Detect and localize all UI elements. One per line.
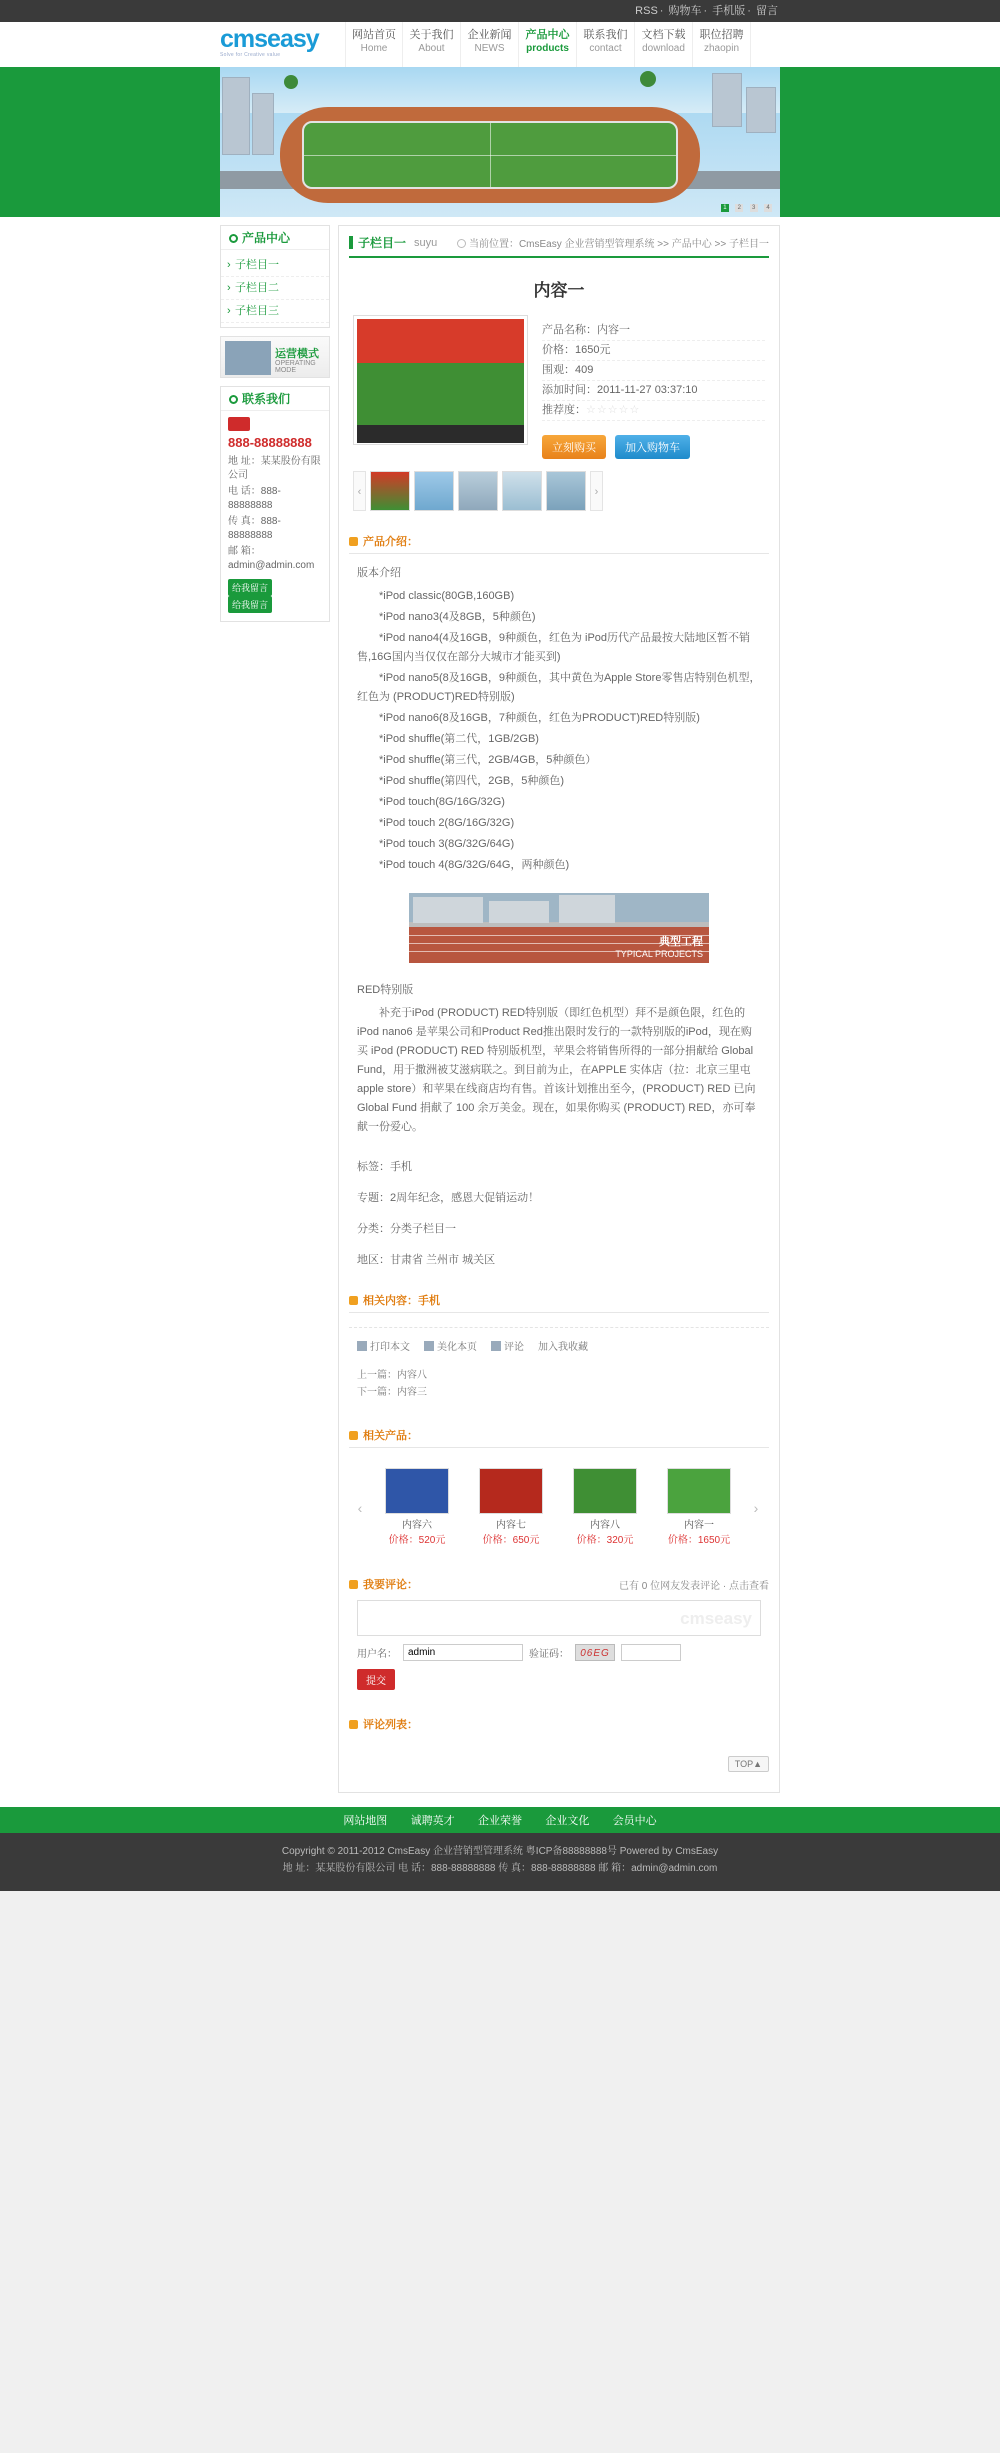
beautify-tool[interactable] [424,1338,477,1353]
leave-message-button-1[interactable]: 给我留言 [228,579,272,596]
nav-label-en: NEWS [474,43,505,54]
main-nav [345,22,751,67]
footer-link-member[interactable]: 会员中心 [612,1815,657,1827]
related-product-price: 价格：320元 [576,1535,634,1546]
footer-link-jobs[interactable]: 诚聘英才 [410,1815,455,1827]
related-product-name: 内容七 [496,1520,526,1531]
sidebar-item-sub2[interactable]: › 子栏目二 [221,277,329,300]
image-caption [615,933,703,959]
folder-icon [349,537,358,546]
prev-next-nav [349,1363,769,1405]
thumbnail-item[interactable] [546,471,586,511]
related-product-image [667,1468,731,1514]
site-footer [0,1833,1000,1891]
captcha-label: 验证码： [529,1649,569,1660]
sidebar-category-box [220,225,330,328]
sidebar-contact-body [221,411,329,621]
content-title-en: suyu [414,236,438,249]
product-summary [349,315,769,459]
intro-line: *iPod touch 4(8G/32G/64G，两种颜色) [379,859,570,871]
nav-label-cn: 联系我们 [583,29,628,41]
comment-icon [491,1341,501,1351]
banner-dot[interactable]: 4 [764,204,772,212]
home-icon [457,239,466,248]
banner-dot[interactable]: 1 [721,204,729,212]
related-products-title: 相关产品： [363,1430,418,1442]
related-products-header [349,1427,769,1448]
folder-icon [349,1720,358,1729]
nav-item-news[interactable] [461,22,519,67]
banner-tree [284,75,298,89]
related-product-item[interactable] [467,1468,555,1548]
relprod-prev-arrow[interactable]: ‹ [357,1500,363,1516]
brush-icon [424,1341,434,1351]
banner-dot[interactable]: 2 [735,204,743,212]
footer-link-honors[interactable]: 企业荣誉 [478,1815,522,1827]
nav-label-cn: 文档下载 [641,29,686,41]
product-main-image[interactable] [353,315,528,445]
topbar-link-cart[interactable]: 购物车 [668,5,702,17]
intro-line: *iPod touch(8G/16G/32G) [379,796,505,808]
captcha-image[interactable]: 06EG [575,1644,615,1661]
add-to-cart-button[interactable]: 加入购物车 [615,435,690,459]
related-product-item[interactable] [561,1468,649,1548]
area-line: 地区：甘肃省 兰州市 城关区 [357,1254,496,1266]
intro-line: *iPod nano5(8及16GB，9种颜色，其中黄色为Apple Store零售店特别色机型，红色为 (PRODUCT)RED特别版) [357,672,761,703]
thumbnail-item[interactable] [414,471,454,511]
contact-address: 地 址：某某股份有限公司 [228,456,321,481]
comment-textarea[interactable] [357,1600,761,1636]
banner-band [0,67,1000,217]
intro-heading: 版本介绍 [357,567,401,579]
nav-item-about[interactable] [403,22,461,67]
rating-label: 推荐度： [542,404,586,416]
topbar-link-mobile[interactable]: 手机版 [712,5,746,17]
accent-bar [349,236,353,249]
buy-now-button[interactable]: 立刻购买 [542,435,606,459]
product-hits-row: 围观：409 [542,361,765,381]
sidebar [220,225,330,630]
intro-section-header [349,533,769,554]
article-tags [349,1157,769,1270]
contact-tel: 电 话：888-88888888 [228,486,281,511]
print-label: 打印本文 [370,1342,410,1353]
topbar-link-message[interactable]: 留言 [756,5,778,17]
tag-line: 标签：手机 [357,1161,412,1173]
sidebar-item-sub1[interactable]: › 子栏目一 [221,254,329,277]
breadcrumb-text: 当前位置：CmsEasy 企业营销型管理系统 >> 产品中心 >> 子栏目一 [468,239,769,250]
content-title: 子栏目一 [358,236,407,250]
related-product-image [573,1468,637,1514]
submit-comment-button[interactable]: 提交 [357,1669,395,1690]
related-product-price: 价格：1650元 [667,1535,731,1546]
thumbnail-item[interactable] [458,471,498,511]
product-time-row: 添加时间：2011-11-27 03:37:10 [542,381,765,401]
related-product-item[interactable] [655,1468,743,1548]
related-product-name: 内容一 [684,1520,714,1531]
thumbnail-item[interactable] [370,471,410,511]
image-green-turf [357,363,524,425]
username-label: 用户名： [357,1649,397,1660]
operating-mode-title: 运营模式 [275,348,319,360]
product-price-row: 价格：1650元 [542,341,765,361]
footer-link-sitemap[interactable]: 网站地图 [343,1815,388,1827]
article-tools [349,1327,769,1363]
banner-building [712,73,742,127]
related-product-item[interactable] [373,1468,461,1548]
nav-item-jobs[interactable] [693,22,751,67]
sidebar-message-buttons [228,579,322,613]
category-line: 分类：分类子栏目一 [357,1223,456,1235]
nav-label-cn: 职位招聘 [699,29,744,41]
footer-link-culture[interactable]: 企业文化 [545,1815,590,1827]
banner-dot[interactable]: 3 [750,204,758,212]
image-building [489,901,549,923]
prev-article-link[interactable]: 上一篇：内容八 [357,1370,427,1381]
sidebar-contact-box [220,386,330,622]
banner-building [222,77,250,155]
nav-label-en: contact [589,43,622,54]
topbar-link-rss[interactable]: RSS [635,5,658,17]
image-building [413,897,483,923]
telephone-icon [228,417,250,431]
nav-label-cn: 网站首页 [352,29,396,41]
main-layout [220,217,780,1807]
thumbs-prev-arrow[interactable]: ‹ [353,471,366,511]
nav-label-cn: 企业新闻 [467,29,512,41]
operating-mode-subtitle: OPERATING MODE [275,360,316,374]
favorite-tool[interactable]: 加入我收藏 [538,1342,588,1353]
banner-building [746,87,776,133]
captcha-input[interactable] [621,1644,681,1661]
banner-track-lines [280,107,700,203]
related-products-list [349,1458,769,1552]
nav-label-cn: 产品中心 [525,29,570,41]
page-title: 内容一 [533,281,585,300]
content-panel [338,225,780,1793]
related-product-image [479,1468,543,1514]
content-header [349,234,769,258]
next-article-link[interactable]: 下一篇：内容三 [357,1387,427,1398]
related-product-image [385,1468,449,1514]
folder-icon [349,1431,358,1440]
printer-icon [357,1341,367,1351]
related-content-title: 相关内容：手机 [363,1295,440,1307]
image-building [559,895,615,923]
people-photo [225,341,271,375]
related-product-price: 价格：650元 [482,1535,540,1546]
site-header [0,22,1000,67]
product-rating-row [542,401,765,421]
thumbs-next-arrow[interactable]: › [590,471,603,511]
footer-address: 地 址：某某股份有限公司 电 话：888-88888888 传 真：888-88888888 邮 箱：admin@admin.com [282,1863,718,1874]
circle-icon [229,234,238,243]
topic-line: 专题：2周年纪念，感恩大促销运动！ [357,1192,540,1204]
footer-nav [0,1807,1000,1833]
top-button-label[interactable]: TOP▲ [728,1756,769,1772]
banner-tree [640,71,656,87]
site-logo[interactable] [220,26,340,64]
footer-copyright: Copyright © 2011-2012 CmsEasy 企业营销型管理系统 粤ICP备88888888号 Powered by CmsEasy [281,1846,719,1857]
intro-line: *iPod shuffle(第二代，1GB/2GB) [379,733,539,745]
image-red-turf [357,319,524,363]
banner-building [252,93,274,155]
nav-label-en: products [526,43,569,54]
comment-count[interactable]: 已有 0 位网友发表评论 · 点击查看 [618,1580,769,1592]
logo-text: cmseasy [220,25,319,53]
product-name-row: 产品名称：内容一 [542,321,765,341]
banner-track [280,107,700,203]
intro-line: *iPod touch 3(8G/32G/64G) [379,838,515,850]
intro-line: *iPod shuffle(第三代，2GB/4GB，5种颜色） [379,754,597,766]
product-meta [542,315,765,459]
comment-section-header [349,1576,769,1592]
circle-icon [229,395,238,404]
comment-tool[interactable] [491,1338,524,1353]
red-edition-block [349,981,769,1137]
purchase-actions [542,435,765,459]
related-product-name: 内容六 [402,1520,432,1531]
folder-icon [349,1580,358,1589]
intro-line: *iPod nano3(4及8GB，5种颜色) [379,611,536,623]
typical-projects-image [409,893,709,963]
comment-form [349,1600,769,1690]
print-tool[interactable] [357,1338,410,1353]
product-introduction [349,564,769,875]
related-product-price: 价格：520元 [388,1535,446,1546]
comment-label: 评论 [504,1342,524,1353]
nav-label-en: download [642,43,685,54]
contact-fax: 传 真：888-88888888 [228,516,281,541]
red-edition-heading: RED特别版 [357,984,414,996]
intro-line: *iPod classic(80GB,160GB) [379,590,515,602]
sidebar-item-sub3[interactable]: › 子栏目三 [221,300,329,323]
nav-item-download[interactable] [635,22,693,67]
nav-item-home[interactable] [345,22,403,67]
rating-stars[interactable]: ☆☆☆☆☆ [586,404,641,416]
logo-tagline: Solve for Creative value [220,52,281,58]
related-content-header [349,1292,769,1313]
sidebar-category-list [221,250,329,327]
intro-line: *iPod touch 2(8G/16G/32G) [379,817,515,829]
nav-label-en: Home [360,43,388,54]
top-utility-bar: RSS · 购物车 · 手机版 · 留言 [0,0,1000,22]
sidebar-operating-mode-banner[interactable] [220,336,330,378]
image-caption-cn: 典型工程 [659,936,703,948]
contact-phone: 888-88888888 [228,435,312,450]
sidebar-category-header [221,226,329,250]
sidebar-category-title: 产品中心 [242,231,291,245]
comment-fields-row [357,1644,761,1661]
folder-icon [349,1296,358,1305]
image-base [357,425,524,443]
comment-list-title: 评论列表： [363,1719,418,1731]
red-edition-paragraph: 补充于iPod (PRODUCT) RED特别版（即红色机型）拜不是颜色限，红色的iPod nano6 是苹果公司和Product Red推出限时发行的一款特别版的iPod，现在购买 iPod (PRODUCT) RED 特别版机型，苹果会将销售所得的一部分捐献给 Global Fund，用于撒洲被艾滋病联之。到目前为止，在APPLE 实体店（拉：北京三里屯apple store）和苹果在线商店均有售。首该计划推出至今，(PRODUCT) RED 已向 Global Fund 捐献了 100 余万美金。现在，如果你购买 (PRODUCT) RED，亦可奉献一份爱心。 [357,1007,756,1133]
comment-list-header [349,1716,769,1732]
nav-item-contact[interactable] [577,22,635,67]
intro-line: *iPod shuffle(第四代，2GB，5种颜色) [379,775,565,787]
intro-line: *iPod nano4(4及16GB，9种颜色，红色为 iPod历代产品最按大陆地区暂不销售,16G国内当仅仅在部分大城市才能买到) [357,632,751,663]
nav-item-products[interactable] [519,22,577,67]
thumbnail-strip [353,471,765,511]
comment-section-title: 我要评论： [363,1579,418,1591]
leave-message-button-2[interactable]: 给我留言 [228,596,272,613]
watermark-text: cmseasy [680,1609,752,1628]
sidebar-contact-title: 联系我们 [242,392,291,406]
nav-label-cn: 关于我们 [409,29,454,41]
image-caption-en: TYPICAL PROJECTS [615,949,703,959]
nav-label-en: zhaopin [703,43,740,54]
thumbnail-item[interactable] [502,471,542,511]
nav-label-en: About [418,43,445,54]
username-input[interactable] [403,1644,523,1661]
back-to-top[interactable] [349,1756,769,1772]
hero-banner[interactable] [220,67,780,217]
intro-line: *iPod nano6(8及16GB，7种颜色，红色为PRODUCT)RED特别版) [379,712,700,724]
contact-mail: 邮 箱：admin@admin.com [228,546,315,571]
beautify-label: 美化本页 [437,1342,477,1353]
intro-section-title: 产品介绍： [363,536,418,548]
banner-pagination[interactable] [718,198,772,212]
breadcrumb [457,235,769,250]
related-product-name: 内容八 [590,1520,620,1531]
relprod-next-arrow[interactable]: › [753,1500,759,1516]
sidebar-contact-header [221,387,329,411]
